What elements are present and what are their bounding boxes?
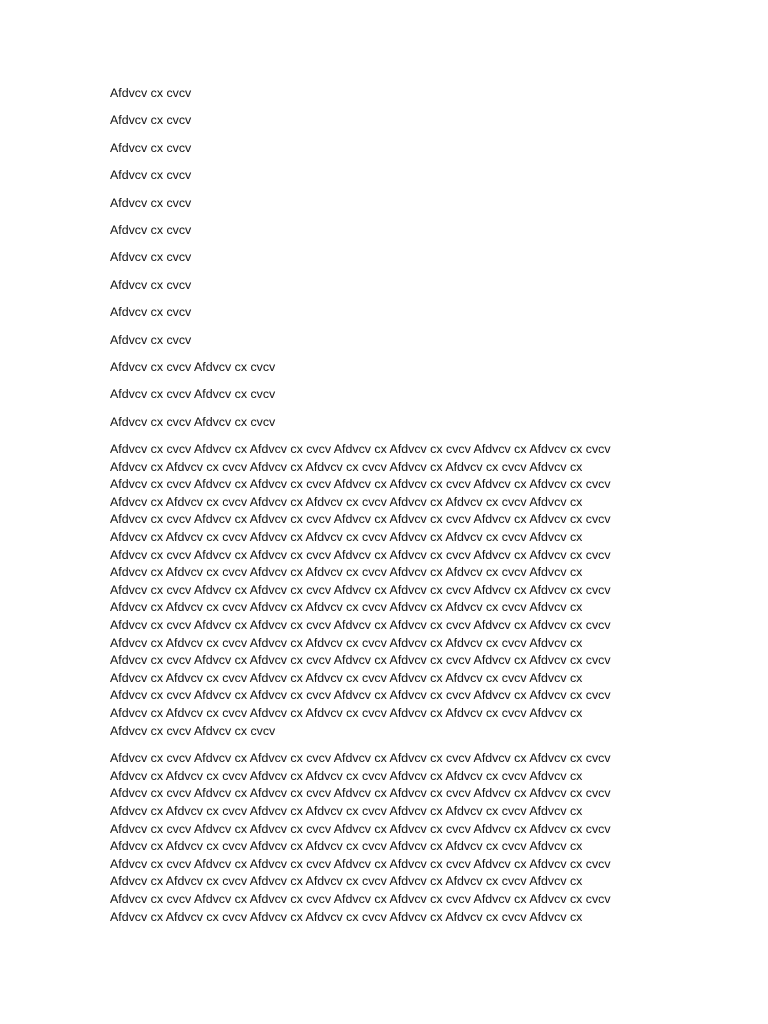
paragraph-line: Afdvcv cx Afdvcv cx cvcv Afdvcv cx Afdvcv cx cvcv Afdvcv cx Afdvcv cx cvcv Afdvcv cx [110,705,583,720]
paragraph-line: Afdvcv cx Afdvcv cx cvcv Afdvcv cx Afdvcv cx cvcv Afdvcv cx Afdvcv cx cvcv Afdvcv cx [110,909,583,924]
paragraph-line: Afdvcv cx Afdvcv cx cvcv Afdvcv cx Afdvcv cx cvcv Afdvcv cx Afdvcv cx cvcv Afdvcv cx [110,670,583,685]
text-line: Afdvcv cx cvcv [110,277,192,292]
text-line: Afdvcv cx cvcv [110,305,192,320]
paragraph-line: Afdvcv cx Afdvcv cx cvcv Afdvcv cx Afdvcv cx cvcv Afdvcv cx Afdvcv cx cvcv Afdvcv cx [110,635,583,650]
paragraph-line: Afdvcv cx Afdvcv cx cvcv Afdvcv cx Afdvcv cx cvcv Afdvcv cx Afdvcv cx cvcv Afdvcv cx [110,600,583,615]
paragraph-line: Afdvcv cx cvcv Afdvcv cx cvcv [110,723,276,738]
paragraph-line: Afdvcv cx Afdvcv cx cvcv Afdvcv cx Afdvcv cx cvcv Afdvcv cx Afdvcv cx cvcv Afdvcv cx [110,530,583,545]
text-line: Afdvcv cx cvcv [110,86,192,100]
paragraph-line: Afdvcv cx Afdvcv cx cvcv Afdvcv cx Afdvcv cx cvcv Afdvcv cx Afdvcv cx cvcv Afdvcv cx [110,459,583,474]
text-line: Afdvcv cx cvcv [110,195,192,210]
paragraph-line: Afdvcv cx cvcv Afdvcv cx Afdvcv cx cvcv Afdvcv cx Afdvcv cx cvcv Afdvcv cx Afdvcv cx cvcv [110,582,611,597]
text-line: Afdvcv cx cvcv Afdvcv cx cvcv [110,359,276,374]
paragraph-line: Afdvcv cx cvcv Afdvcv cx Afdvcv cx cvcv Afdvcv cx Afdvcv cx cvcv Afdvcv cx Afdvcv cx cvcv [110,477,611,492]
paragraph-line: Afdvcv cx Afdvcv cx cvcv Afdvcv cx Afdvcv cx cvcv Afdvcv cx Afdvcv cx cvcv Afdvcv cx [110,565,583,580]
text-line: Afdvcv cx cvcv [110,222,192,237]
paragraph-line: Afdvcv cx cvcv Afdvcv cx Afdvcv cx cvcv Afdvcv cx Afdvcv cx cvcv Afdvcv cx Afdvcv cx cvcv [110,442,611,457]
paragraph-line: Afdvcv cx cvcv Afdvcv cx Afdvcv cx cvcv Afdvcv cx Afdvcv cx cvcv Afdvcv cx Afdvcv cx cvcv [110,618,611,633]
paragraph-line: Afdvcv cx cvcv Afdvcv cx Afdvcv cx cvcv Afdvcv cx Afdvcv cx cvcv Afdvcv cx Afdvcv cx cvcv [110,821,611,836]
paragraph-line: Afdvcv cx Afdvcv cx cvcv Afdvcv cx Afdvcv cx cvcv Afdvcv cx Afdvcv cx cvcv Afdvcv cx [110,839,583,854]
paragraph-line: Afdvcv cx cvcv Afdvcv cx Afdvcv cx cvcv Afdvcv cx Afdvcv cx cvcv Afdvcv cx Afdvcv cx cvcv [110,547,611,562]
text-line: Afdvcv cx cvcv [110,250,192,265]
text-line: Afdvcv cx cvcv Afdvcv cx cvcv [110,414,276,429]
text-line: Afdvcv cx cvcv [110,113,192,128]
text-line: Afdvcv cx cvcv [110,140,192,155]
paragraph-line: Afdvcv cx cvcv Afdvcv cx Afdvcv cx cvcv Afdvcv cx Afdvcv cx cvcv Afdvcv cx Afdvcv cx cvcv [110,512,611,527]
paragraph-2 [110,750,658,926]
paragraph-line: Afdvcv cx cvcv Afdvcv cx Afdvcv cx cvcv Afdvcv cx Afdvcv cx cvcv Afdvcv cx Afdvcv cx cvcv [110,786,611,801]
paragraph-line: Afdvcv cx Afdvcv cx cvcv Afdvcv cx Afdvcv cx cvcv Afdvcv cx Afdvcv cx cvcv Afdvcv cx [110,803,583,818]
paragraph-line: Afdvcv cx cvcv Afdvcv cx Afdvcv cx cvcv Afdvcv cx Afdvcv cx cvcv Afdvcv cx Afdvcv cx cvcv [110,688,611,703]
paragraph-line: Afdvcv cx cvcv Afdvcv cx Afdvcv cx cvcv Afdvcv cx Afdvcv cx cvcv Afdvcv cx Afdvcv cx cvcv [110,856,611,871]
paragraph-line: Afdvcv cx Afdvcv cx cvcv Afdvcv cx Afdvcv cx cvcv Afdvcv cx Afdvcv cx cvcv Afdvcv cx [110,874,583,889]
paragraph-line: Afdvcv cx cvcv Afdvcv cx Afdvcv cx cvcv Afdvcv cx Afdvcv cx cvcv Afdvcv cx Afdvcv cx cvcv [110,751,611,766]
paragraph-line: Afdvcv cx cvcv Afdvcv cx Afdvcv cx cvcv Afdvcv cx Afdvcv cx cvcv Afdvcv cx Afdvcv cx cvcv [110,891,611,906]
paragraph-line: Afdvcv cx Afdvcv cx cvcv Afdvcv cx Afdvcv cx cvcv Afdvcv cx Afdvcv cx cvcv Afdvcv cx [110,494,583,509]
text-line: Afdvcv cx cvcv Afdvcv cx cvcv [110,387,276,402]
paragraph-line: Afdvcv cx Afdvcv cx cvcv Afdvcv cx Afdvcv cx cvcv Afdvcv cx Afdvcv cx cvcv Afdvcv cx [110,768,583,783]
paragraph-1 [110,441,658,740]
text-line: Afdvcv cx cvcv [110,168,192,183]
text-line: Afdvcv cx cvcv [110,332,192,347]
document-body [110,85,658,936]
paragraph-line: Afdvcv cx cvcv Afdvcv cx Afdvcv cx cvcv Afdvcv cx Afdvcv cx cvcv Afdvcv cx Afdvcv cx cvcv [110,653,611,668]
